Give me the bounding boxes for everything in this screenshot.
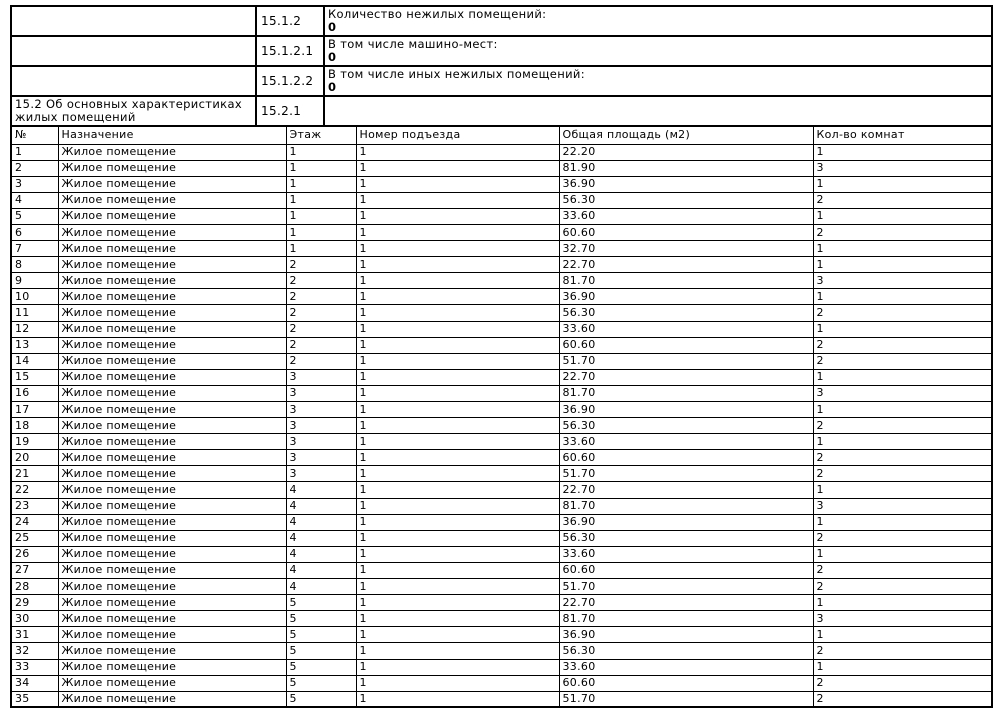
table-cell: 4 xyxy=(286,579,356,595)
table-cell: 18 xyxy=(11,418,58,434)
section-label xyxy=(11,36,256,66)
table-cell: 56.30 xyxy=(559,192,813,208)
table-cell: Жилое помещение xyxy=(58,659,286,675)
table-cell: Жилое помещение xyxy=(58,176,286,192)
units-table xyxy=(10,125,993,708)
table-cell: 81.70 xyxy=(559,611,813,627)
table-cell: 81.70 xyxy=(559,273,813,289)
table-cell: 51.70 xyxy=(559,353,813,369)
table-cell: 8 xyxy=(11,257,58,273)
table-cell: 1 xyxy=(813,289,992,305)
document-sheet xyxy=(10,5,993,708)
table-cell: 1 xyxy=(356,144,559,160)
table-row xyxy=(11,369,992,385)
table-cell: 2 xyxy=(813,643,992,659)
column-header-entrance: Номер подъезда xyxy=(356,126,559,144)
table-cell: 81.70 xyxy=(559,385,813,401)
table-cell: 2 xyxy=(813,353,992,369)
section-label xyxy=(11,6,256,36)
table-cell: 1 xyxy=(356,514,559,530)
table-row xyxy=(11,659,992,675)
table-row xyxy=(11,482,992,498)
table-row xyxy=(11,144,992,160)
table-cell: Жилое помещение xyxy=(58,514,286,530)
table-row xyxy=(11,402,992,418)
table-cell: 33.60 xyxy=(559,659,813,675)
table-cell: 60.60 xyxy=(559,224,813,240)
table-cell: 1 xyxy=(356,353,559,369)
table-cell: 3 xyxy=(286,402,356,418)
table-cell: 33 xyxy=(11,659,58,675)
table-cell: 22 xyxy=(11,482,58,498)
section-text: В том числе машино-мест: xyxy=(328,37,498,51)
table-cell: 3 xyxy=(286,450,356,466)
table-cell: 1 xyxy=(813,321,992,337)
table-cell: 1 xyxy=(356,337,559,353)
table-cell: Жилое помещение xyxy=(58,579,286,595)
top-row xyxy=(11,66,992,96)
table-cell: 1 xyxy=(286,176,356,192)
table-cell: 1 xyxy=(286,144,356,160)
table-row xyxy=(11,643,992,659)
table-cell: Жилое помещение xyxy=(58,402,286,418)
units-table-header-row xyxy=(11,126,992,144)
table-cell: 21 xyxy=(11,466,58,482)
table-cell: 2 xyxy=(813,691,992,707)
table-cell: 2 xyxy=(286,257,356,273)
table-cell: 33.60 xyxy=(559,208,813,224)
table-cell: 36.90 xyxy=(559,514,813,530)
table-cell: 3 xyxy=(11,176,58,192)
table-cell: 1 xyxy=(356,530,559,546)
table-cell: 3 xyxy=(813,273,992,289)
table-cell: 1 xyxy=(356,627,559,643)
section-label: 15.2 Об основных характеристиках жилых помещений xyxy=(11,96,256,126)
table-cell: 1 xyxy=(356,595,559,611)
table-cell: 1 xyxy=(813,514,992,530)
table-cell: 29 xyxy=(11,595,58,611)
table-row xyxy=(11,176,992,192)
table-cell: 1 xyxy=(356,611,559,627)
section-code: 15.2.1 xyxy=(256,96,324,126)
table-cell: 1 xyxy=(286,160,356,176)
table-cell: 2 xyxy=(813,675,992,691)
table-row xyxy=(11,434,992,450)
table-row xyxy=(11,289,992,305)
table-cell: 81.70 xyxy=(559,498,813,514)
table-cell: Жилое помещение xyxy=(58,241,286,257)
table-cell: 2 xyxy=(286,321,356,337)
table-cell: 4 xyxy=(286,482,356,498)
table-cell: Жилое помещение xyxy=(58,289,286,305)
table-cell: 7 xyxy=(11,241,58,257)
table-cell: 11 xyxy=(11,305,58,321)
table-cell: 24 xyxy=(11,514,58,530)
table-cell: 1 xyxy=(356,273,559,289)
table-cell: Жилое помещение xyxy=(58,643,286,659)
table-cell: Жилое помещение xyxy=(58,418,286,434)
table-cell: 28 xyxy=(11,579,58,595)
table-cell: 1 xyxy=(356,385,559,401)
table-cell: 2 xyxy=(286,289,356,305)
table-cell: 1 xyxy=(356,546,559,562)
table-cell: Жилое помещение xyxy=(58,546,286,562)
section-content xyxy=(324,96,992,126)
table-row xyxy=(11,595,992,611)
column-header-area: Общая площадь (м2) xyxy=(559,126,813,144)
section-content xyxy=(324,36,992,66)
table-cell: Жилое помещение xyxy=(58,224,286,240)
table-cell: 60.60 xyxy=(559,562,813,578)
table-cell: 1 xyxy=(286,208,356,224)
table-cell: Жилое помещение xyxy=(58,160,286,176)
table-cell: 2 xyxy=(286,305,356,321)
table-cell: Жилое помещение xyxy=(58,321,286,337)
table-cell: 20 xyxy=(11,450,58,466)
table-row xyxy=(11,305,992,321)
table-cell: Жилое помещение xyxy=(58,385,286,401)
section-content xyxy=(324,6,992,36)
table-cell: 1 xyxy=(813,208,992,224)
table-row xyxy=(11,691,992,707)
table-cell: 5 xyxy=(286,691,356,707)
column-header-floor: Этаж xyxy=(286,126,356,144)
table-cell: 16 xyxy=(11,385,58,401)
top-row xyxy=(11,96,992,126)
table-cell: 13 xyxy=(11,337,58,353)
table-cell: 56.30 xyxy=(559,643,813,659)
table-cell: 3 xyxy=(286,385,356,401)
table-cell: 1 xyxy=(813,144,992,160)
table-cell: 3 xyxy=(286,369,356,385)
table-cell: 5 xyxy=(11,208,58,224)
table-cell: 1 xyxy=(356,659,559,675)
top-row xyxy=(11,36,992,66)
table-cell: 2 xyxy=(813,450,992,466)
table-cell: 1 xyxy=(356,402,559,418)
table-cell: 2 xyxy=(813,224,992,240)
table-cell: 1 xyxy=(356,176,559,192)
table-cell: Жилое помещение xyxy=(58,353,286,369)
table-cell: 1 xyxy=(286,241,356,257)
table-cell: Жилое помещение xyxy=(58,434,286,450)
table-cell: 1 xyxy=(356,482,559,498)
table-cell: Жилое помещение xyxy=(58,675,286,691)
table-cell: 60.60 xyxy=(559,450,813,466)
table-cell: 31 xyxy=(11,627,58,643)
table-cell: 30 xyxy=(11,611,58,627)
table-cell: 1 xyxy=(356,691,559,707)
top-row xyxy=(11,6,992,36)
table-cell: 1 xyxy=(356,192,559,208)
table-cell: 36.90 xyxy=(559,289,813,305)
table-row xyxy=(11,257,992,273)
table-cell: 17 xyxy=(11,402,58,418)
section-value: 0 xyxy=(328,80,337,94)
section-value: 0 xyxy=(328,20,337,34)
table-cell: 1 xyxy=(356,224,559,240)
table-cell: 4 xyxy=(286,514,356,530)
table-cell: Жилое помещение xyxy=(58,208,286,224)
column-header-rooms: Кол-во комнат xyxy=(813,126,992,144)
table-cell: 5 xyxy=(286,675,356,691)
table-cell: 2 xyxy=(813,305,992,321)
table-cell: 4 xyxy=(286,498,356,514)
table-cell: 1 xyxy=(813,659,992,675)
table-cell: 1 xyxy=(356,305,559,321)
table-cell: 10 xyxy=(11,289,58,305)
table-cell: 2 xyxy=(813,192,992,208)
table-cell: 3 xyxy=(286,434,356,450)
table-cell: Жилое помещение xyxy=(58,627,286,643)
table-cell: Жилое помещение xyxy=(58,450,286,466)
table-cell: 3 xyxy=(813,385,992,401)
table-row xyxy=(11,241,992,257)
units-table-body xyxy=(11,144,992,707)
table-cell: 2 xyxy=(813,466,992,482)
table-cell: 1 xyxy=(813,482,992,498)
table-cell: 1 xyxy=(356,466,559,482)
table-cell: 9 xyxy=(11,273,58,289)
table-cell: 5 xyxy=(286,611,356,627)
table-cell: Жилое помещение xyxy=(58,530,286,546)
section-code: 15.1.2.2 xyxy=(256,66,324,96)
table-cell: 5 xyxy=(286,627,356,643)
table-cell: 1 xyxy=(356,498,559,514)
table-cell: 34 xyxy=(11,675,58,691)
table-cell: 27 xyxy=(11,562,58,578)
table-row xyxy=(11,160,992,176)
table-cell: 33.60 xyxy=(559,321,813,337)
table-cell: Жилое помещение xyxy=(58,257,286,273)
table-cell: 56.30 xyxy=(559,418,813,434)
table-row xyxy=(11,498,992,514)
table-cell: 22.20 xyxy=(559,144,813,160)
table-cell: 36.90 xyxy=(559,176,813,192)
table-cell: 26 xyxy=(11,546,58,562)
table-cell: 2 xyxy=(286,273,356,289)
table-cell: Жилое помещение xyxy=(58,192,286,208)
table-cell: 1 xyxy=(813,434,992,450)
table-cell: Жилое помещение xyxy=(58,305,286,321)
table-cell: 1 xyxy=(813,402,992,418)
table-cell: 5 xyxy=(286,595,356,611)
table-cell: Жилое помещение xyxy=(58,691,286,707)
table-cell: Жилое помещение xyxy=(58,611,286,627)
table-cell: 22.70 xyxy=(559,482,813,498)
table-row xyxy=(11,418,992,434)
section-value: 0 xyxy=(328,50,337,64)
table-cell: 1 xyxy=(286,224,356,240)
table-cell: 3 xyxy=(813,160,992,176)
table-cell: 12 xyxy=(11,321,58,337)
table-cell: 1 xyxy=(356,643,559,659)
table-cell: 19 xyxy=(11,434,58,450)
table-row xyxy=(11,208,992,224)
table-cell: 1 xyxy=(356,321,559,337)
table-cell: 1 xyxy=(356,160,559,176)
table-cell: 3 xyxy=(286,418,356,434)
section-text: В том числе иных нежилых помещений: xyxy=(328,67,585,81)
table-cell: 51.70 xyxy=(559,691,813,707)
table-cell: Жилое помещение xyxy=(58,482,286,498)
table-row xyxy=(11,675,992,691)
table-cell: 1 xyxy=(813,369,992,385)
table-cell: 36.90 xyxy=(559,402,813,418)
table-row xyxy=(11,273,992,289)
table-cell: Жилое помещение xyxy=(58,595,286,611)
table-cell: 32.70 xyxy=(559,241,813,257)
table-cell: 6 xyxy=(11,224,58,240)
table-cell: 14 xyxy=(11,353,58,369)
table-cell: 5 xyxy=(286,659,356,675)
table-row xyxy=(11,627,992,643)
table-cell: 56.30 xyxy=(559,530,813,546)
table-cell: 22.70 xyxy=(559,257,813,273)
table-cell: 4 xyxy=(286,546,356,562)
table-cell: 15 xyxy=(11,369,58,385)
table-cell: 3 xyxy=(286,466,356,482)
table-row xyxy=(11,337,992,353)
section-content xyxy=(324,66,992,96)
table-row xyxy=(11,385,992,401)
table-cell: 3 xyxy=(813,611,992,627)
table-cell: 2 xyxy=(813,562,992,578)
table-cell: 36.90 xyxy=(559,627,813,643)
table-row xyxy=(11,546,992,562)
table-cell: 2 xyxy=(286,337,356,353)
table-cell: 2 xyxy=(813,530,992,546)
table-row xyxy=(11,611,992,627)
table-cell: 25 xyxy=(11,530,58,546)
table-cell: 60.60 xyxy=(559,675,813,691)
table-cell: 56.30 xyxy=(559,305,813,321)
table-cell: 33.60 xyxy=(559,434,813,450)
table-cell: 1 xyxy=(813,257,992,273)
table-row xyxy=(11,450,992,466)
section-label xyxy=(11,66,256,96)
table-cell: Жилое помещение xyxy=(58,369,286,385)
table-cell: 35 xyxy=(11,691,58,707)
table-cell: 1 xyxy=(356,434,559,450)
table-cell: 2 xyxy=(813,418,992,434)
table-cell: 1 xyxy=(356,450,559,466)
table-cell: 2 xyxy=(813,579,992,595)
table-cell: 1 xyxy=(286,192,356,208)
table-cell: 51.70 xyxy=(559,466,813,482)
section-code: 15.1.2 xyxy=(256,6,324,36)
table-cell: 32 xyxy=(11,643,58,659)
table-cell: 23 xyxy=(11,498,58,514)
table-cell: 4 xyxy=(11,192,58,208)
table-cell: Жилое помещение xyxy=(58,562,286,578)
table-cell: 1 xyxy=(813,627,992,643)
table-cell: 33.60 xyxy=(559,546,813,562)
table-cell: 1 xyxy=(356,289,559,305)
table-cell: Жилое помещение xyxy=(58,337,286,353)
table-cell: 2 xyxy=(11,160,58,176)
table-cell: 1 xyxy=(11,144,58,160)
table-cell: Жилое помещение xyxy=(58,498,286,514)
table-row xyxy=(11,466,992,482)
table-cell: 1 xyxy=(356,369,559,385)
table-cell: Жилое помещение xyxy=(58,144,286,160)
table-cell: 1 xyxy=(356,418,559,434)
table-cell: 4 xyxy=(286,562,356,578)
table-cell: 2 xyxy=(813,337,992,353)
table-row xyxy=(11,321,992,337)
table-row xyxy=(11,562,992,578)
table-cell: 22.70 xyxy=(559,595,813,611)
table-row xyxy=(11,530,992,546)
table-row xyxy=(11,353,992,369)
table-cell: 51.70 xyxy=(559,579,813,595)
table-row xyxy=(11,192,992,208)
table-cell: 1 xyxy=(356,257,559,273)
table-cell: 60.60 xyxy=(559,337,813,353)
table-cell: 3 xyxy=(813,498,992,514)
column-header-number: № xyxy=(11,126,58,144)
table-cell: 1 xyxy=(813,176,992,192)
table-cell: 5 xyxy=(286,643,356,659)
table-cell: Жилое помещение xyxy=(58,466,286,482)
table-cell: 1 xyxy=(356,579,559,595)
table-cell: 2 xyxy=(286,353,356,369)
table-cell: 4 xyxy=(286,530,356,546)
section-code: 15.1.2.1 xyxy=(256,36,324,66)
table-cell: 1 xyxy=(813,546,992,562)
table-cell: 1 xyxy=(356,208,559,224)
table-cell: 81.90 xyxy=(559,160,813,176)
table-cell: 1 xyxy=(356,675,559,691)
table-cell: 22.70 xyxy=(559,369,813,385)
table-row xyxy=(11,514,992,530)
column-header-purpose: Назначение xyxy=(58,126,286,144)
table-cell: 1 xyxy=(813,595,992,611)
table-cell: 1 xyxy=(356,241,559,257)
table-row xyxy=(11,579,992,595)
section-text: Количество нежилых помещений: xyxy=(328,7,547,21)
table-row xyxy=(11,224,992,240)
table-cell: 1 xyxy=(813,241,992,257)
table-cell: Жилое помещение xyxy=(58,273,286,289)
table-cell: 1 xyxy=(356,562,559,578)
top-table xyxy=(10,5,993,127)
